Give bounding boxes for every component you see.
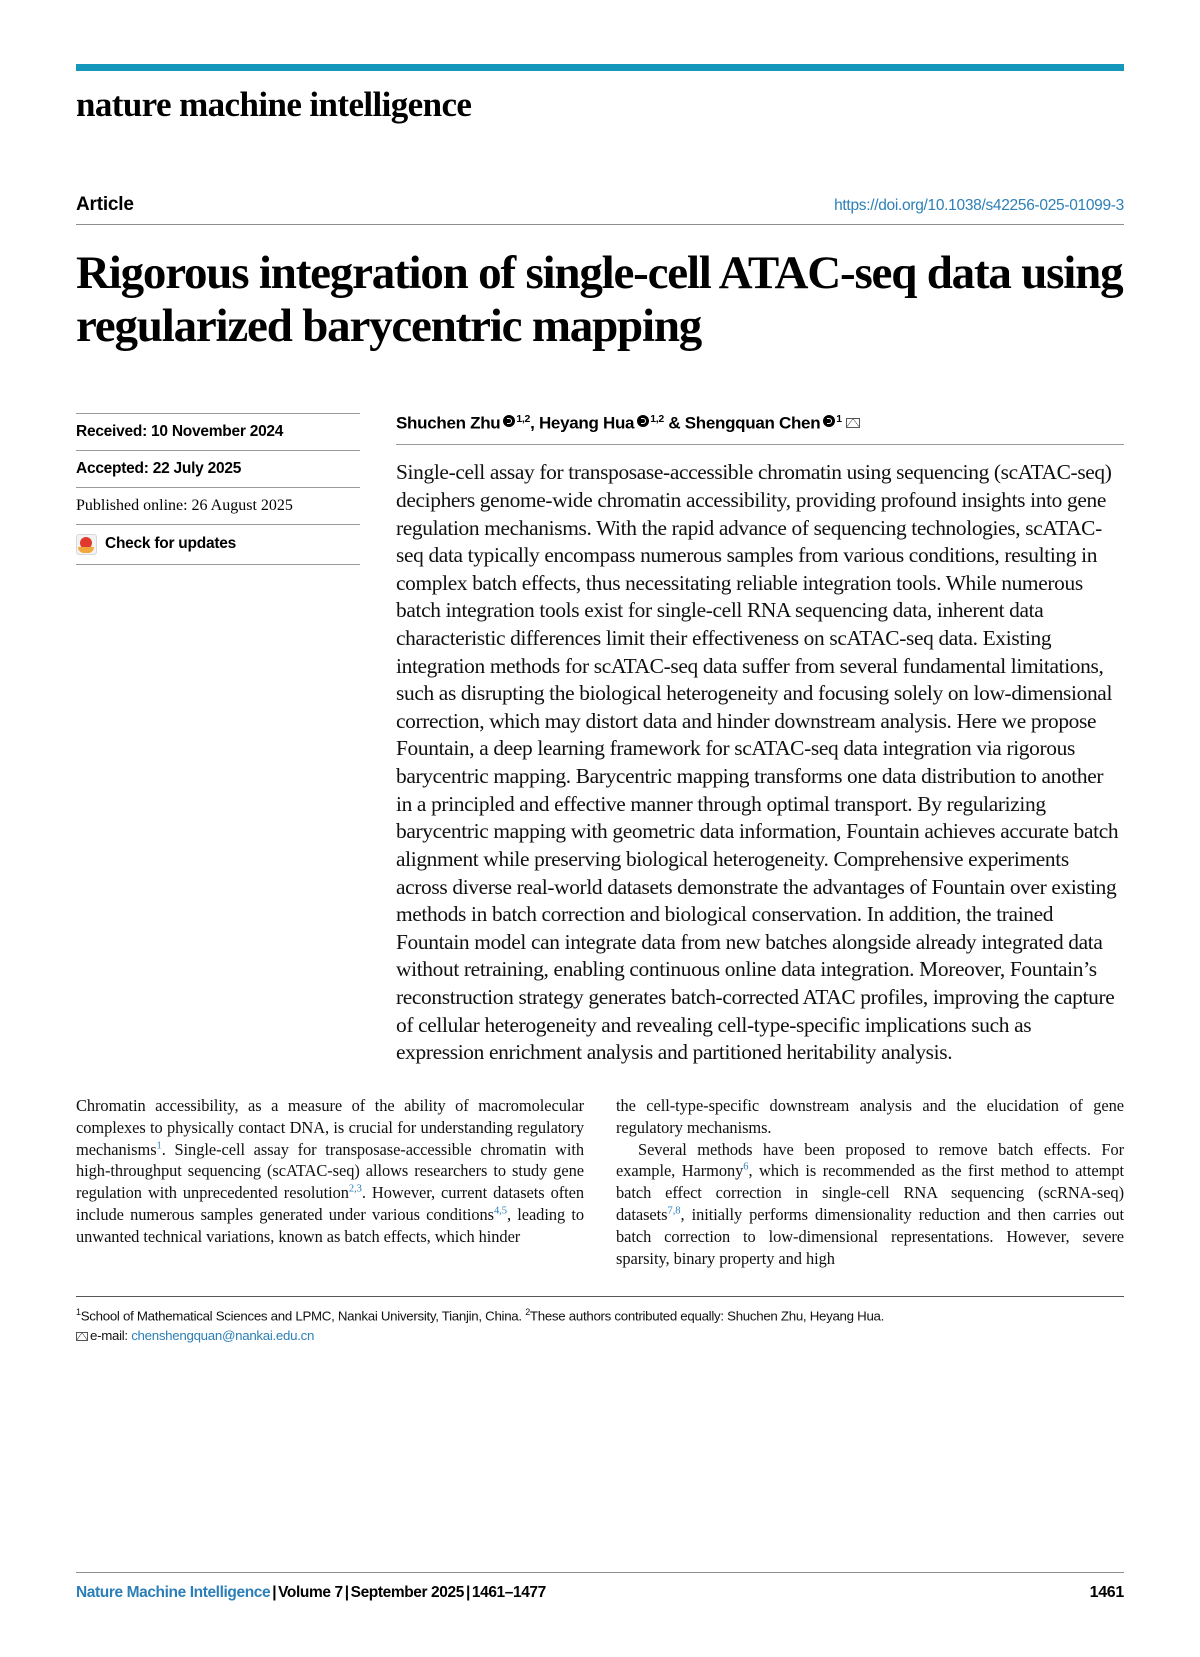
footer-separator: | [272,1584,277,1601]
header-divider [76,224,1124,225]
citation-ref-6[interactable]: 6 [743,1161,749,1173]
body-column-left [76,1095,584,1270]
methods-paragraph [616,1139,1124,1270]
check-for-updates-row[interactable] [76,524,360,565]
corresponding-email-note [76,1326,1124,1346]
author-affiliation-3: 1 [836,412,842,425]
doi-link[interactable]: https://doi.org/10.1038/s42256-025-01099-3 [834,196,1124,214]
envelope-icon [76,1332,88,1341]
received-date: Received: 10 November 2024 [76,413,360,450]
intro-paragraph-left [76,1095,584,1248]
author-affiliation-2: 1,2 [650,412,664,425]
author-affiliation-1: 1,2 [516,412,531,425]
intro-text-b: . Single-cell assay for transposase-accessible chromatin with high-throughput sequencing (scATAC-seq) allows researchers to study gene regulation with unprecedented resolution [76,1139,584,1203]
citation-ref-2[interactable]: 2,3 [348,1183,362,1195]
intro-paragraph-continued: the cell-type-specific downstream analysis and the elucidation of gene regulatory mechanisms. [616,1095,1124,1137]
body-column-right [616,1095,1124,1270]
author-name-3[interactable]: Shengquan Chen [684,413,821,433]
footer-journal-name[interactable]: Nature Machine Intelligence [76,1584,271,1601]
email-link[interactable]: chenshengquan@nankai.edu.cn [131,1328,315,1344]
methods-text-b: , which is recommended as the first method to attempt batch effect correction in single-cell RNA sequencing (scRNA-seq) datasets [616,1161,1124,1225]
author-name-2[interactable]: Heyang Hua [538,413,635,433]
author-separator-2: & [663,413,685,433]
intro-text-d: , leading to unwanted technical variations, known as batch effects, which hinder [76,1205,584,1247]
article-type-label: Article [76,193,134,215]
footer-citation-line [76,1584,546,1602]
page-title: Rigorous integration of single-cell ATAC-seq data using regularized barycentric mapping [76,246,1123,352]
body-columns [76,1095,1124,1270]
affiliation-marker-1: 1 [76,1306,81,1317]
author-list [396,413,1124,446]
affiliation-marker-2: 2 [525,1306,530,1317]
citation-ref-3[interactable]: 4,5 [493,1205,507,1217]
footer-separator: | [465,1584,470,1601]
orcid-icon[interactable] [823,415,835,427]
author-name-1[interactable]: Shuchen Zhu [396,413,501,433]
footer-volume: Volume 7 [278,1584,343,1601]
intro-text-a: Chromatin accessibility, as a measure of the ability of macromolecular complexes to physically contact DNA, is crucial for understanding regulatory mechanisms [76,1095,584,1159]
publication-history-sidebar [76,413,394,1067]
abstract-text: Single-cell assay for transposase-accessible chromatin using sequencing (scATAC-seq) deciphers genome-wide chromatin accessibility, providing profound insights into gene regulation mechanisms. With the rapid advance of sequencing technologies, scATAC-seq data typically encompass numerous samples from various conditions, resulting in complex batch effects, thus necessitating reliable integration tools. While numerous batch integration tools exist for single-cell RNA sequencing data, inherent data characteristic differences limit their effectiveness on scATAC-seq data. Existing integration methods for scATAC-seq data suffer from several fundamental limitations, such as disrupting the biological heterogeneity and focusing solely on low-dimensional correction, which may distort data and hinder downstream analysis. Here we propose Fountain, a deep learning framework for scATAC-seq data integration via rigorous barycentric mapping. Barycentric mapping transforms one data distribution to another in a principled and effective manner through optimal transport. By regularizing barycentric mapping with geometric data information, Fountain achieves accurate batch alignment while preserving biological heterogeneity. Comprehensive experiments across diverse real-world datasets demonstrate the advantages of Fountain over existing methods in batch correction and biological conservation. In addition, the trained Fountain model can integrate data from new batches alongside already integrated data without retraining, enabling continuous online data integration. Moreover, Fountain’s reconstruction strategy generates batch-corrected ATAC profiles, improving the capture of cellular heterogeneity and revealing cell-type-specific implications such as expression enrichment analysis and partitioned heritability analysis. [396,460,1119,1065]
author-separator-1: , [530,413,539,433]
footer-issue-date: September 2025 [350,1584,464,1601]
email-label: e-mail: [90,1328,132,1344]
methods-text-c: , initially performs dimensionality reduction and then carries out batch correction to low-dimensional representations. However, severe sparsity, binary property and high [616,1205,1124,1269]
orcid-icon[interactable] [503,415,515,427]
footer-page-range: 1461–1477 [471,1584,546,1601]
accepted-date: Accepted: 22 July 2025 [76,450,360,487]
citation-ref-7[interactable]: 7,8 [667,1205,681,1217]
article-page [0,64,1200,1657]
intro-text-c: . However, current datasets often include numerous samples generated under various conditions [76,1183,585,1225]
check-for-updates-label: Check for updates [105,535,236,553]
citation-ref-1[interactable]: 1 [156,1140,162,1152]
affiliations-note [76,1306,1124,1326]
authors-and-abstract [394,413,1124,1067]
article-header-row [76,194,1124,216]
published-online-date: Published online: 26 August 2025 [76,487,360,524]
envelope-icon[interactable] [846,418,860,428]
footnote-block [76,1296,1124,1346]
page-number: 1461 [1089,1584,1124,1601]
affiliation-text-1: School of Mathematical Sciences and LPMC, Nankai University, Tianjin, China. [80,1308,526,1324]
methods-text-a: Several methods have been proposed to remove batch effects. For example, Harmony [616,1139,1124,1181]
journal-masthead-title: nature machine intelligence [76,85,472,124]
footer-separator: | [344,1584,349,1601]
masthead-accent-bar [76,64,1124,71]
metadata-and-abstract-row [76,413,1124,1067]
orcid-icon[interactable] [637,415,649,427]
page-footer [76,1572,1124,1602]
crossmark-icon [76,534,97,555]
affiliation-text-2: These authors contributed equally: Shuchen Zhu, Heyang Hua. [529,1308,885,1324]
